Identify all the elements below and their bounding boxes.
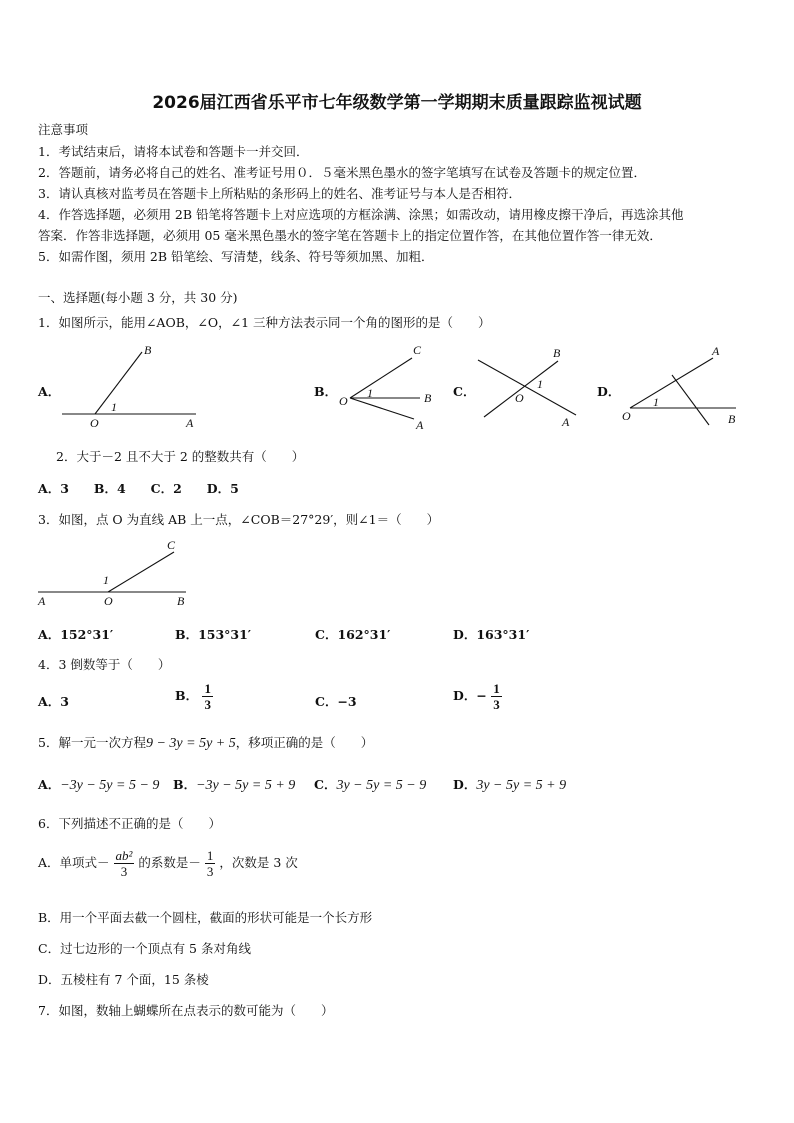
q4-option-a: A．3 (38, 694, 69, 709)
fig-label: 1 (653, 395, 659, 409)
q3-option-a: A．152°31′ (38, 627, 114, 642)
q1-figure-d (622, 344, 736, 426)
fraction (202, 681, 213, 712)
q4-option-c: C．−3 (315, 694, 357, 709)
question-7-stem: 7．如图，数轴上蝴蝶所在点表示的数可能为（ ） (38, 1003, 334, 1018)
question-6-stem: 6．下列描述不正确的是（ ） (38, 816, 221, 831)
question-4-stem: 4．3 倒数等于（ ） (38, 657, 171, 672)
denominator: 3 (120, 864, 128, 879)
fig-label: O (90, 416, 99, 430)
q6-option-c: C．过七边形的一个顶点有 5 条对角线 (38, 941, 251, 956)
option-label: D． (453, 777, 477, 792)
q6-option-d: D．五棱柱有 7 个面，15 条棱 (38, 972, 209, 987)
notice-item: 4．作答选择题，必须用 2B 铅笔将答题卡上对应选项的方框涂满、涂黑；如需改动，请用橡皮擦干净后，再选涂其他 (38, 207, 684, 222)
notice-item: 答案．作答非选择题，必须用 05 毫米黑色墨水的签字笔在答题卡上的指定位置作答，在其他位置作答一律无效． (38, 228, 662, 243)
fig-label: A (38, 594, 46, 608)
q5-option-d (453, 775, 566, 794)
fig-label: O (515, 391, 524, 405)
fig-label: B (728, 412, 736, 426)
fig-label: 1 (537, 377, 543, 391)
fraction (491, 681, 502, 712)
fraction (205, 848, 216, 879)
q1-figure-b (339, 343, 432, 432)
page-title: 2026届江西省乐平市七年级数学第一学期期末质量跟踪监视试题 (152, 93, 642, 113)
fig-label: B (177, 594, 185, 608)
fig-label: C (167, 538, 176, 552)
notice-item: 1．考试结束后，请将本试卷和答题卡一并交回． (38, 144, 309, 159)
option-label: C． (314, 777, 337, 792)
q1-figure-a (62, 343, 196, 430)
q1-figures (0, 335, 794, 440)
numerator: 1 (493, 681, 500, 696)
fig-label: B (144, 343, 152, 357)
question-3-stem: 3．如图，点 O 为直线 AB 上一点，∠COB＝27°29′，则∠1＝（ ） (38, 512, 440, 527)
question-2-stem: 2．大于－2 且不大于 2 的整数共有（ ） (56, 449, 305, 464)
fig-label: B (553, 346, 561, 360)
q1-figure-c (478, 346, 576, 429)
fig-label: A (712, 344, 720, 358)
fig-label: O (104, 594, 113, 608)
notice-item: 3．请认真核对监考员在答题卡上所粘贴的条形码上的姓名、准考证号与本人是否相符． (38, 186, 521, 201)
fig-label: 1 (111, 400, 117, 414)
fig-label: 1 (103, 573, 109, 587)
option-label: B． (173, 777, 197, 792)
q1-option-d: D． (597, 384, 621, 399)
option-label: A． (38, 777, 61, 792)
denominator: 3 (206, 864, 214, 879)
numerator: 1 (206, 848, 214, 863)
fig-label: O (339, 394, 348, 408)
notice-heading: 注意事项 (38, 122, 89, 137)
option-equation: 3y − 5y = 5 + 9 (476, 778, 567, 793)
q1-option-b: B． (314, 384, 338, 399)
q6-a-mid: 的系数是－ (138, 855, 201, 870)
q5-option-b (173, 775, 295, 794)
q6-option-b: B．用一个平面去截一个圆柱，截面的形状可能是一个长方形 (38, 910, 373, 925)
numerator: 1 (204, 681, 211, 696)
fig-label: A (416, 418, 424, 432)
q4-option-d-label: D．− (453, 688, 487, 703)
notice-item: 5．如需作图，须用 2B 铅笔绘、写清楚，线条、符号等须加黑、加粗． (38, 249, 434, 264)
denominator: 3 (204, 697, 211, 712)
fig-label: C (413, 343, 422, 357)
q5-option-a (38, 775, 159, 794)
denominator: 3 (493, 697, 500, 712)
option-equation: −3y − 5y = 5 − 9 (60, 778, 160, 793)
q3-option-c: C．162°31′ (315, 627, 391, 642)
option-equation: 3y − 5y = 5 − 9 (336, 778, 427, 793)
fig-label: B (424, 391, 432, 405)
q3-figure (0, 535, 220, 610)
q6-a-pre: A．单项式－ (38, 855, 110, 870)
option-equation: −3y − 5y = 5 + 9 (196, 778, 296, 793)
fig-label: O (622, 409, 631, 423)
numerator: ab² (115, 848, 133, 863)
q6-a-post: ，次数是 3 次 (219, 855, 298, 870)
question-2-options: A．3 B．4 C．2 D．5 (38, 481, 239, 496)
q3-option-b: B．153°31′ (175, 627, 252, 642)
fig-label: 1 (367, 386, 373, 400)
q5-stem-pre: 5．解一元一次方程 (38, 735, 146, 750)
q5-stem-post: ，移项正确的是（ ） (235, 735, 374, 750)
section-heading: 一、选择题(每小题 3 分，共 30 分) (38, 290, 238, 305)
q4-option-d (453, 681, 502, 712)
q1-option-c: C． (453, 384, 476, 399)
notice-item: 2．答题前，请务必将自己的姓名、准考证号用０．５毫米黑色墨水的签字笔填写在试卷及答题卡的规定位置． (38, 165, 646, 180)
q6-option-a (38, 848, 298, 879)
fig-label: A (186, 416, 194, 430)
q3-option-d: D．163°31′ (453, 627, 530, 642)
q4-option-b-label: B． (175, 688, 199, 703)
question-1-stem: 1．如图所示，能用∠AOB，∠O，∠1 三种方法表示同一个角的图形的是（ ） (38, 315, 491, 330)
q4-option-b (175, 681, 213, 712)
question-5-stem (38, 733, 373, 752)
q1-option-a: A． (38, 384, 61, 399)
fraction (114, 848, 135, 879)
q5-equation: 9 − 3y = 5y + 5 (145, 736, 236, 751)
q5-option-c (314, 775, 426, 794)
fig-label: A (562, 415, 570, 429)
